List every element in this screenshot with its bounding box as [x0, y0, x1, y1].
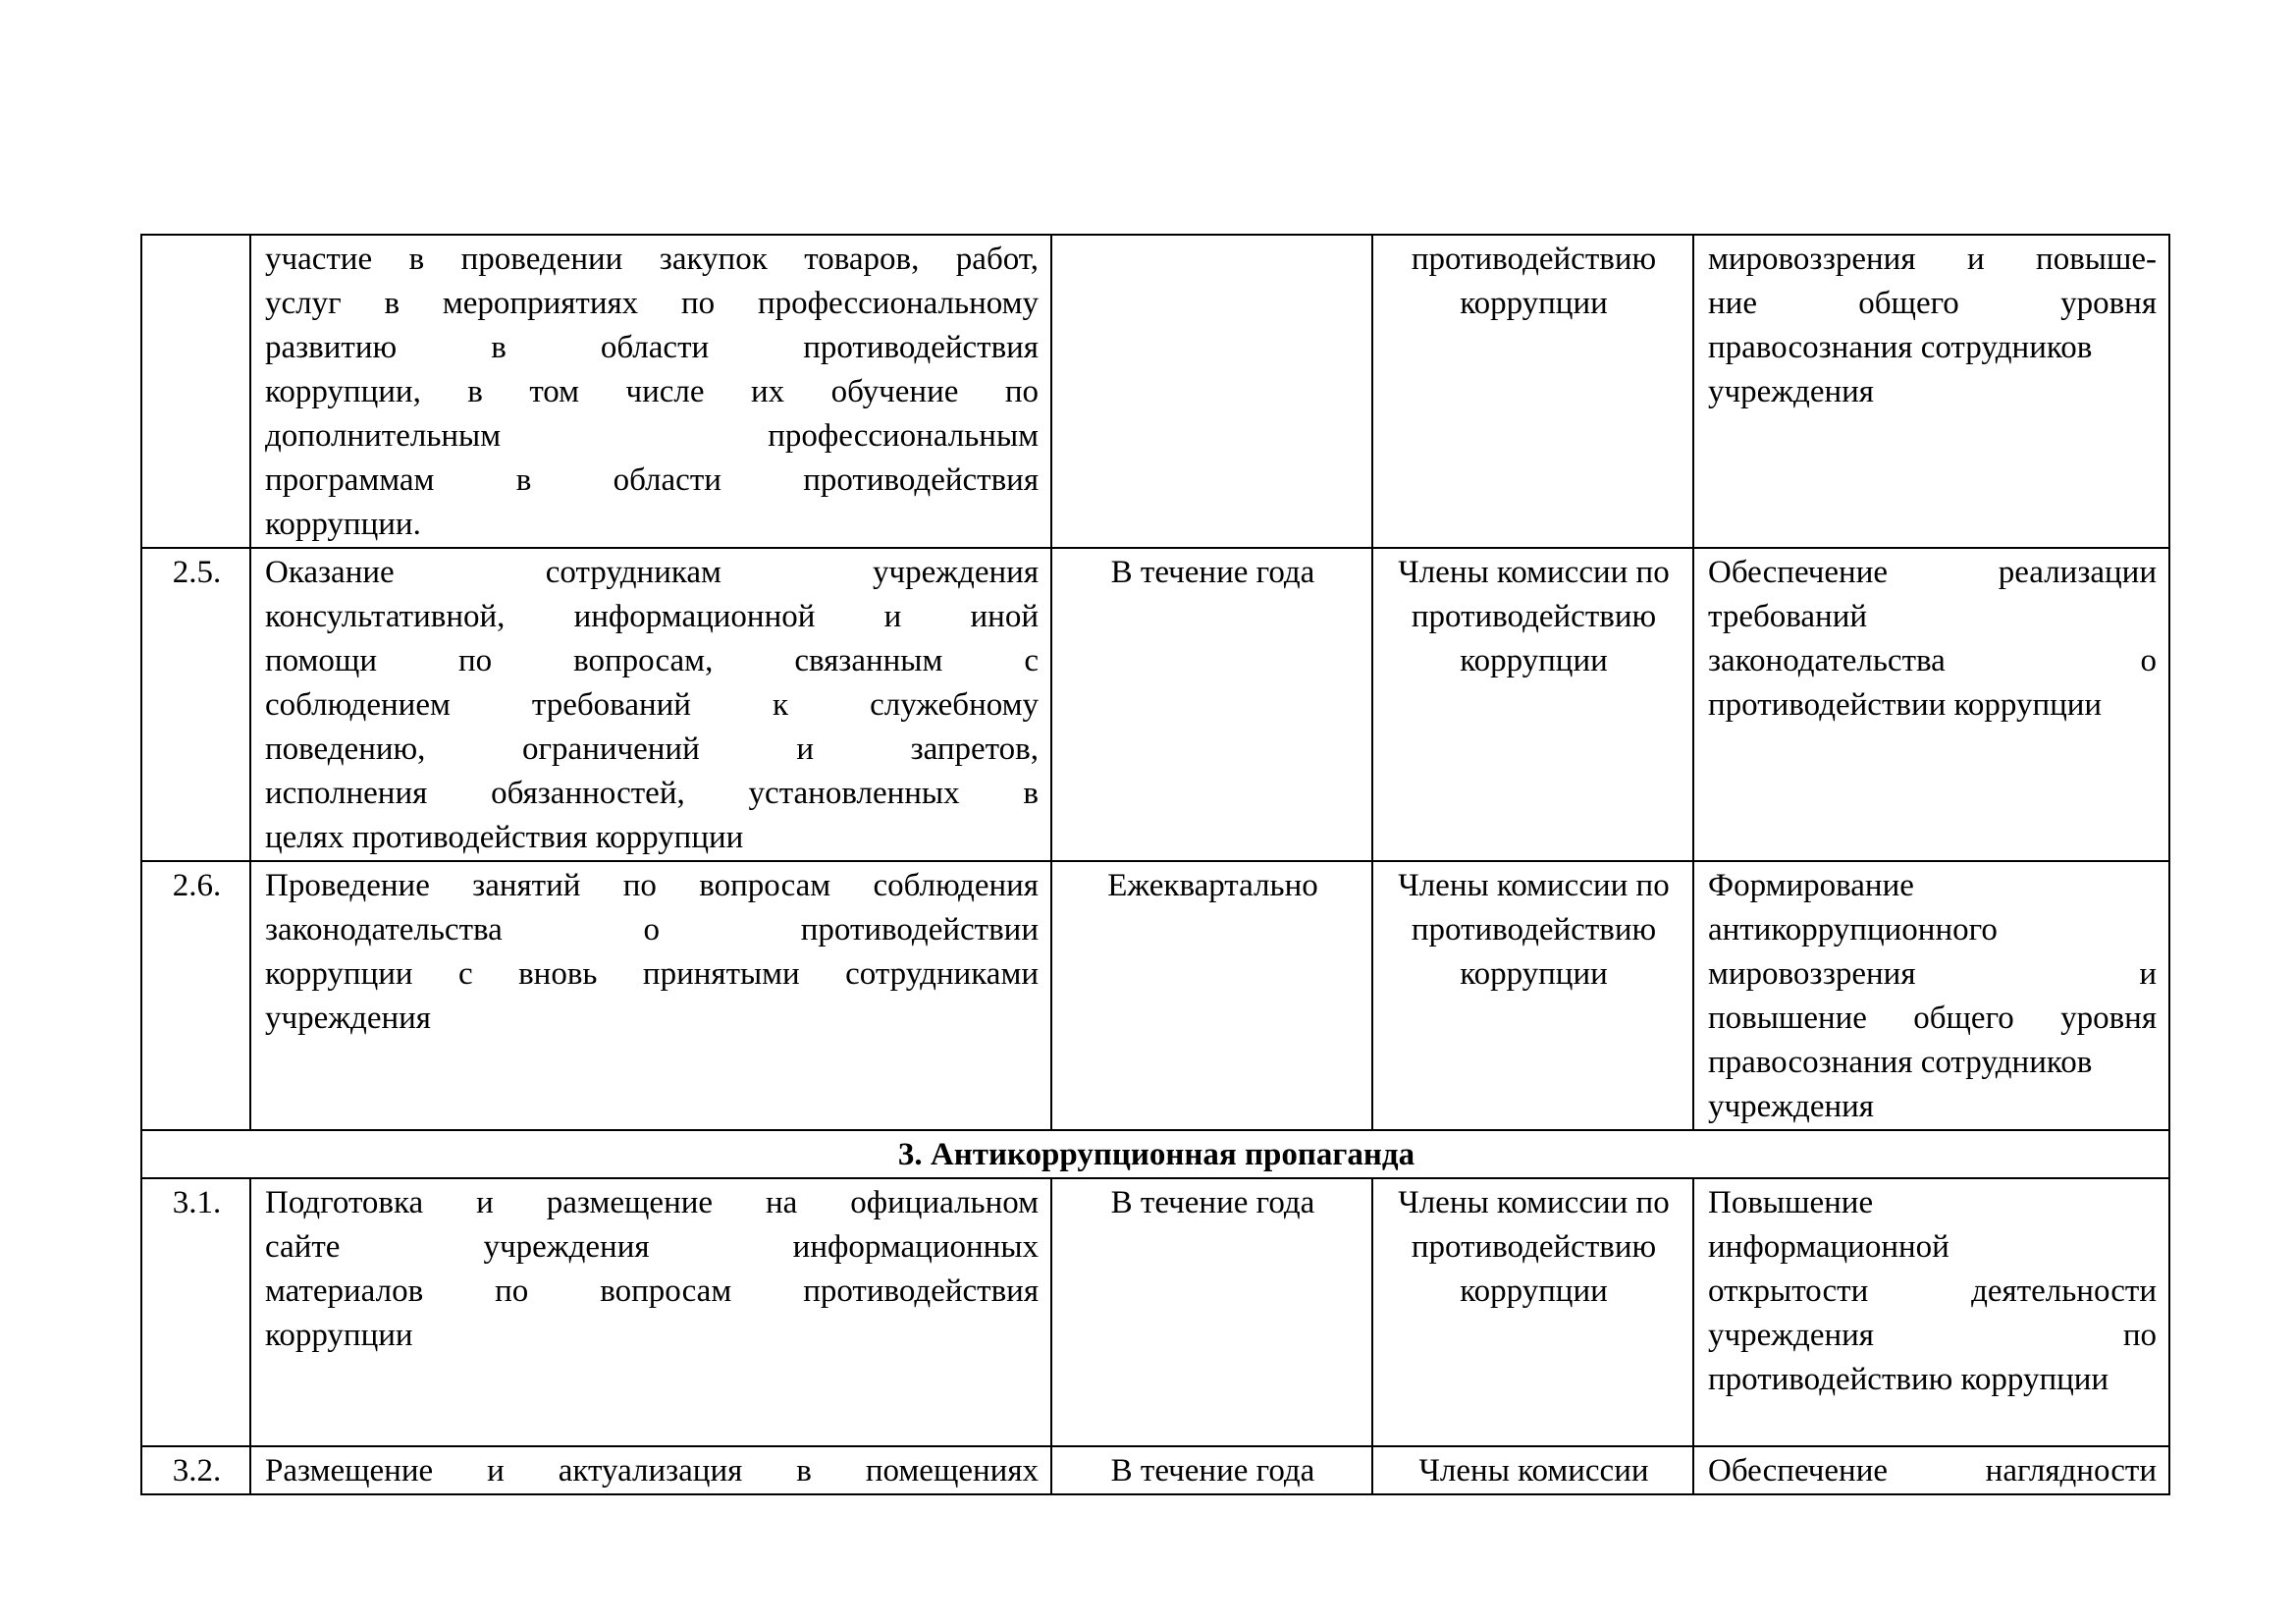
text-line: законодательства о противодействии	[265, 912, 1039, 947]
text-line: сайте учреждения информационных	[265, 1229, 1039, 1265]
measure-cell	[250, 1446, 1051, 1494]
text-line: программам в области противодействия	[265, 462, 1039, 498]
period-cell: В течение года	[1051, 548, 1372, 861]
text-line: противодействии коррупции	[1708, 687, 2103, 723]
table-row	[141, 1178, 2169, 1446]
text-line: правосознания сотрудников учреждения	[1708, 1045, 2093, 1124]
text-line: дополнительным профессиональным	[265, 418, 1039, 454]
row-number: 3.1.	[141, 1178, 250, 1446]
text-line: коррупции.	[265, 507, 421, 542]
table-row	[141, 1446, 2169, 1494]
text-line: законодательства о	[1708, 643, 2157, 678]
text-line: ние общего уровня	[1708, 286, 2157, 321]
text-line: учреждения	[265, 1001, 431, 1036]
period-cell: Ежеквартально	[1051, 861, 1372, 1130]
text-line: участие в проведении закупок товаров, работ,	[265, 242, 1039, 277]
measures-table	[140, 234, 2170, 1495]
text-line: исполнения обязанностей, установленных в	[265, 776, 1039, 811]
result-cell	[1693, 235, 2169, 548]
responsible-cell: Члены комиссии по противодействию коррупции	[1372, 1178, 1693, 1446]
text-line: Оказание сотрудникам учреждения	[265, 555, 1039, 590]
period-cell: В течение года	[1051, 1178, 1372, 1446]
text-line: соблюдением требований к служебному	[265, 687, 1039, 723]
table-row	[141, 548, 2169, 861]
text-line: требований	[1708, 599, 1868, 634]
text-line: открытости деятельности	[1708, 1273, 2157, 1309]
text-line: мировоззрения и	[1708, 956, 2157, 992]
measure-cell	[250, 861, 1051, 1130]
text-line: Размещение и актуализация в помещениях	[265, 1453, 1039, 1489]
row-number: 3.2.	[141, 1446, 250, 1494]
period-cell	[1051, 235, 1372, 548]
text-line: информационной	[1708, 1229, 1949, 1265]
text-line: услуг в мероприятиях по профессиональному	[265, 286, 1039, 321]
text-line: целях противодействия коррупции	[265, 820, 744, 855]
text-line: правосознания сотрудников учреждения	[1708, 330, 2093, 409]
responsible-cell: Члены комиссии по противодействию коррупции	[1372, 861, 1693, 1130]
result-cell	[1693, 1178, 2169, 1446]
text-line: коррупции, в том числе их обучение по	[265, 374, 1039, 409]
section-title: 3. Антикоррупционная пропаганда	[141, 1130, 2169, 1178]
text-line: Повышение	[1708, 1185, 1874, 1220]
text-line: коррупции	[265, 1318, 413, 1353]
text-line: Обеспечение наглядности	[1708, 1453, 2157, 1489]
result-cell	[1693, 1446, 2169, 1494]
text-line: коррупции с вновь принятыми сотрудниками	[265, 956, 1039, 992]
row-number	[141, 235, 250, 548]
text-line: Проведение занятий по вопросам соблюдения	[265, 868, 1039, 903]
text-line: учреждения по	[1708, 1318, 2157, 1353]
text-line: поведению, ограничений и запретов,	[265, 731, 1039, 767]
result-cell	[1693, 861, 2169, 1130]
row-number: 2.5.	[141, 548, 250, 861]
text-line: повышение общего уровня	[1708, 1001, 2157, 1036]
text-line: Обеспечение реализации	[1708, 555, 2157, 590]
row-number: 2.6.	[141, 861, 250, 1130]
text-line: материалов по вопросам противодействия	[265, 1273, 1039, 1309]
text-line: мировоззрения и повыше-	[1708, 242, 2157, 277]
measure-cell	[250, 235, 1051, 548]
text-line: антикоррупционного	[1708, 912, 1998, 947]
text-line: Формирование	[1708, 868, 1914, 903]
text-line: помощи по вопросам, связанным с	[265, 643, 1039, 678]
measure-cell	[250, 548, 1051, 861]
result-cell	[1693, 548, 2169, 861]
text-line: Подготовка и размещение на официальном	[265, 1185, 1039, 1220]
measure-cell	[250, 1178, 1051, 1446]
section-header-row	[141, 1130, 2169, 1178]
text-line: консультативной, информационной и иной	[265, 599, 1039, 634]
table-row	[141, 861, 2169, 1130]
table-row	[141, 235, 2169, 548]
text-line: противодействию коррупции	[1708, 1362, 2109, 1397]
responsible-cell: Члены комиссии по противодействию коррупции	[1372, 548, 1693, 861]
responsible-cell: Члены комиссии	[1372, 1446, 1693, 1494]
responsible-cell: противодействию коррупции	[1372, 235, 1693, 548]
period-cell: В течение года	[1051, 1446, 1372, 1494]
text-line: развитию в области противодействия	[265, 330, 1039, 365]
